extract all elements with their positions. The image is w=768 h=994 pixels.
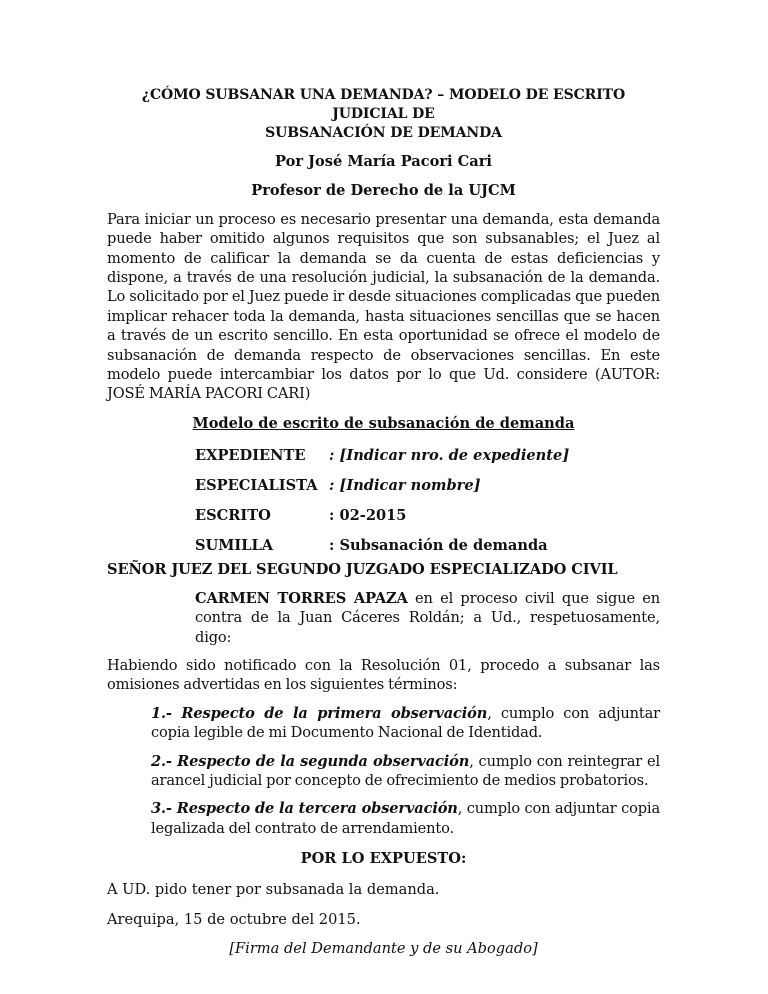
item-text: , cumplo con adjuntar copia legalizada del contrato de arrendamiento.: [151, 800, 660, 837]
meta-row-especialista: [195, 470, 660, 500]
meta-value: : Subsanación de demanda: [329, 536, 548, 554]
title-line-1: ¿CÓMO SUBSANAR UNA DEMANDA? – MODELO DE ESCRITO JUDICIAL DE: [141, 87, 626, 122]
meta-key: ESCRITO: [195, 506, 271, 524]
item-text: , cumplo con adjuntar copia legible de mi Documento Nacional de Identidad.: [151, 704, 660, 742]
document-title: [107, 86, 660, 143]
author-role: Profesor de Derecho de la UJCM: [251, 182, 516, 200]
meta-row-expediente: [195, 440, 660, 470]
request-line: A UD. pido tener por subsanada la demanda.: [107, 880, 440, 898]
meta-row-sumilla: [195, 530, 660, 560]
meta-value: : 02-2015: [329, 506, 407, 524]
meta-row-escrito: [195, 500, 660, 530]
meta-value: : [Indicar nombre]: [329, 476, 481, 494]
item-label: 2.- Respecto de la segunda observación: [151, 752, 470, 770]
judge-addressee: SEÑOR JUEZ DEL SEGUNDO JUZGADO ESPECIALIZADO CIVIL: [107, 561, 618, 579]
author-line: Por José María Pacori Cari: [275, 153, 492, 170]
date-line: Arequipa, 15 de octubre del 2015.: [107, 910, 361, 928]
party-name: CARMEN TORRES APAZA: [195, 589, 408, 607]
document-page: [107, 86, 660, 959]
item-label: 1.- Respecto de la primera observación: [151, 704, 488, 722]
meta-value: : [Indicar nro. de expediente]: [329, 446, 570, 464]
party-text: en el proceso civil que sigue en contra de la Juan Cáceres Roldán; a Ud., respetuosamente, digo:: [195, 589, 660, 646]
observation-list: [151, 704, 660, 838]
title-line-2: SUBSANACIÓN DE DEMANDA: [265, 125, 502, 141]
meta-key: ESPECIALISTA: [195, 476, 318, 494]
model-heading: Modelo de escrito de subsanación de demanda: [192, 414, 575, 432]
por-lo-expuesto-heading: POR LO EXPUESTO:: [300, 850, 467, 868]
item-text: , cumplo con reintegrar el arancel judicial por concepto de ofrecimiento de medios probatorios.: [151, 752, 660, 789]
intro-paragraph: Para iniciar un proceso es necesario presentar una demanda, esta demanda puede haber omitido algunos requisitos que son subsanables; el Juez al momento de calificar la demanda se da cuenta de estas deficiencias y dispone, a través de una resolución judicial, la subsanación de la demanda. Lo solicitado por el Juez puede ir desde situaciones complicadas que pueden implicar rehacer toda la demanda, hasta situaciones sencillas que se hacen a través de un escrito sencillo. En esta oportunidad se ofrece el modelo de subsanación de demanda respecto de observaciones sencillas. En este modelo puede intercambiar los datos por lo que Ud. considere (AUTOR: JOSÉ MARÍA PACORI CARI): [107, 210, 660, 403]
list-item: [151, 704, 660, 743]
signature-placeholder: [Firma del Demandante y de su Abogado]: [229, 940, 538, 958]
list-item: [151, 752, 660, 791]
list-item: [151, 799, 660, 838]
meta-key: EXPEDIENTE: [195, 446, 306, 464]
party-paragraph: [195, 589, 660, 647]
notification-paragraph: Habiendo sido notificado con la Resolución 01, procedo a subsanar las omisiones advertidas en los siguientes términos:: [107, 656, 660, 694]
item-label: 3.- Respecto de la tercera observación: [151, 800, 458, 818]
case-metadata: [195, 440, 660, 560]
meta-key: SUMILLA: [195, 536, 274, 554]
